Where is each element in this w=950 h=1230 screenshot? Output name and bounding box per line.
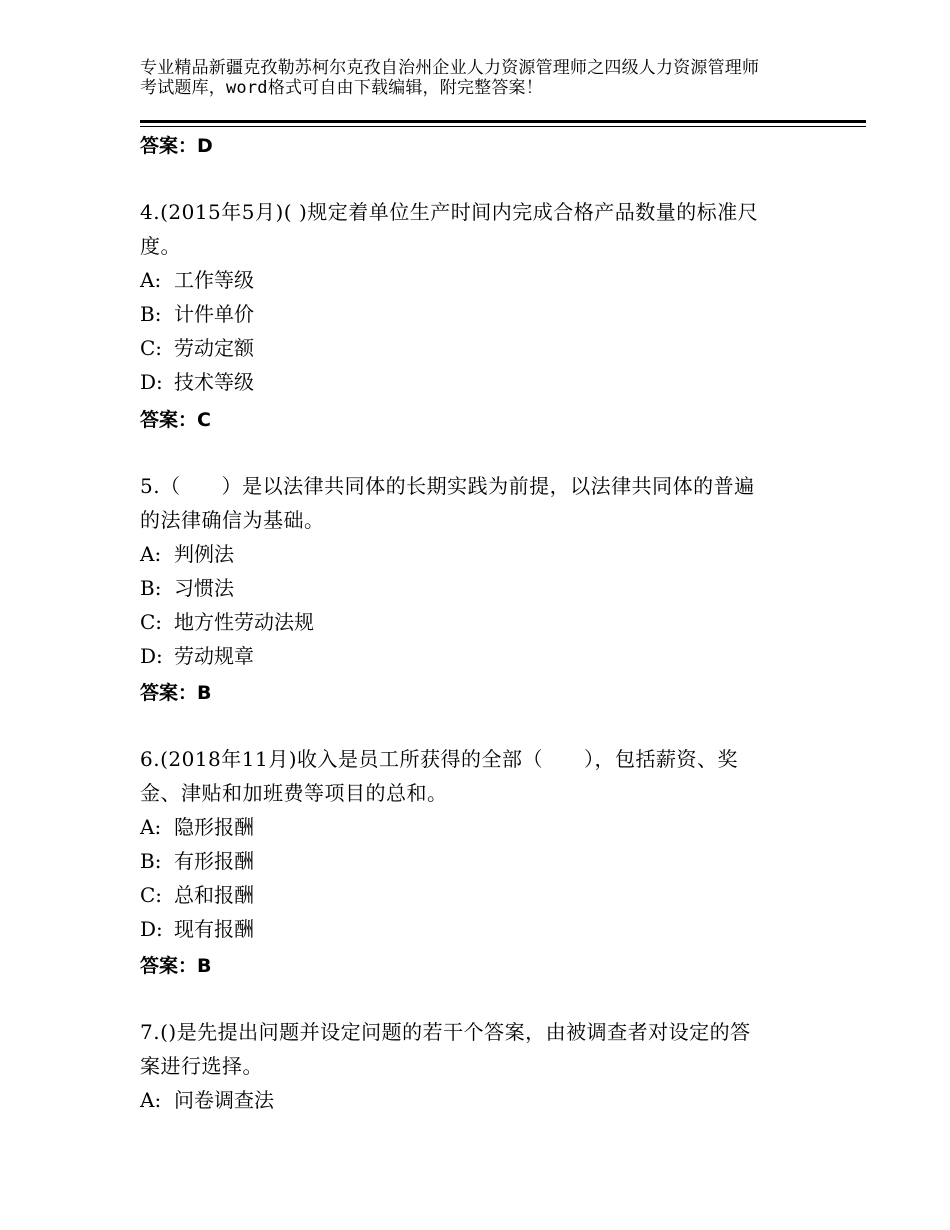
header-line-2: 考试题库，word格式可自由下载编辑，附完整答案！ xyxy=(140,78,543,98)
option-text: 计件单价 xyxy=(174,302,254,326)
question-5-option-d xyxy=(140,644,254,668)
option-text: 有形报酬 xyxy=(174,849,254,873)
header-divider-thick xyxy=(140,120,866,123)
option-letter: B: xyxy=(140,849,162,873)
question-6-option-c xyxy=(140,883,254,907)
option-text: 总和报酬 xyxy=(174,883,254,907)
option-letter: B: xyxy=(140,576,162,600)
option-text: 地方性劳动法规 xyxy=(174,610,314,634)
option-letter: A: xyxy=(140,815,162,839)
option-letter: C: xyxy=(140,883,163,907)
question-5-answer: 答案：B xyxy=(140,682,212,704)
question-4-line-1: 4.(2015年5月)( )规定着单位生产时间内完成合格产品数量的标准尺 xyxy=(140,200,759,224)
question-6-option-d xyxy=(140,917,254,941)
option-letter: C: xyxy=(140,610,163,634)
question-7-line-1: 7.()是先提出问题并设定问题的若干个答案，由被调查者对设定的答 xyxy=(140,1020,751,1044)
option-letter: D: xyxy=(140,644,163,668)
header-line-1: 专业精品新疆克孜勒苏柯尔克孜自治州企业人力资源管理师之四级人力资源管理师 xyxy=(140,58,760,78)
option-letter: A: xyxy=(140,1088,162,1112)
option-text: 劳动定额 xyxy=(174,336,254,360)
question-6-answer: 答案：B xyxy=(140,955,212,977)
header-divider-thin xyxy=(140,126,866,127)
question-5-line-1: 5.（ ）是以法律共同体的长期实践为前提，以法律共同体的普遍 xyxy=(140,474,755,498)
option-text: 劳动规章 xyxy=(174,644,254,668)
question-6-option-a xyxy=(140,815,254,839)
question-5-option-b xyxy=(140,576,234,600)
option-letter: A: xyxy=(140,542,162,566)
option-text: 习惯法 xyxy=(174,576,234,600)
question-6-line-2: 金、津贴和加班费等项目的总和。 xyxy=(140,781,448,805)
question-4-option-b xyxy=(140,302,254,326)
option-text: 隐形报酬 xyxy=(174,815,254,839)
option-letter: B: xyxy=(140,302,162,326)
document-header xyxy=(140,58,830,98)
question-7-option-a xyxy=(140,1088,274,1112)
option-text: 工作等级 xyxy=(174,268,254,292)
question-5-line-2: 的法律确信为基础。 xyxy=(140,508,325,532)
question-4-option-a xyxy=(140,268,254,292)
question-4-line-2: 度。 xyxy=(140,234,181,258)
option-letter: C: xyxy=(140,336,163,360)
option-letter: D: xyxy=(140,370,163,394)
option-text: 技术等级 xyxy=(174,370,254,394)
option-text: 问卷调查法 xyxy=(174,1088,274,1112)
option-letter: D: xyxy=(140,917,163,941)
question-5-option-c xyxy=(140,610,314,634)
question-4-answer: 答案：C xyxy=(140,409,211,431)
question-7-line-2: 案进行选择。 xyxy=(140,1054,263,1078)
option-text: 现有报酬 xyxy=(174,917,254,941)
question-4-option-c xyxy=(140,336,254,360)
answer-previous: 答案：D xyxy=(140,135,213,157)
question-4-option-d xyxy=(140,370,254,394)
question-6-option-b xyxy=(140,849,254,873)
option-letter: A: xyxy=(140,268,162,292)
option-text: 判例法 xyxy=(174,542,234,566)
question-5-option-a xyxy=(140,542,234,566)
question-6-line-1: 6.(2018年11月)收入是员工所获得的全部（ ），包括薪资、奖 xyxy=(140,747,739,771)
